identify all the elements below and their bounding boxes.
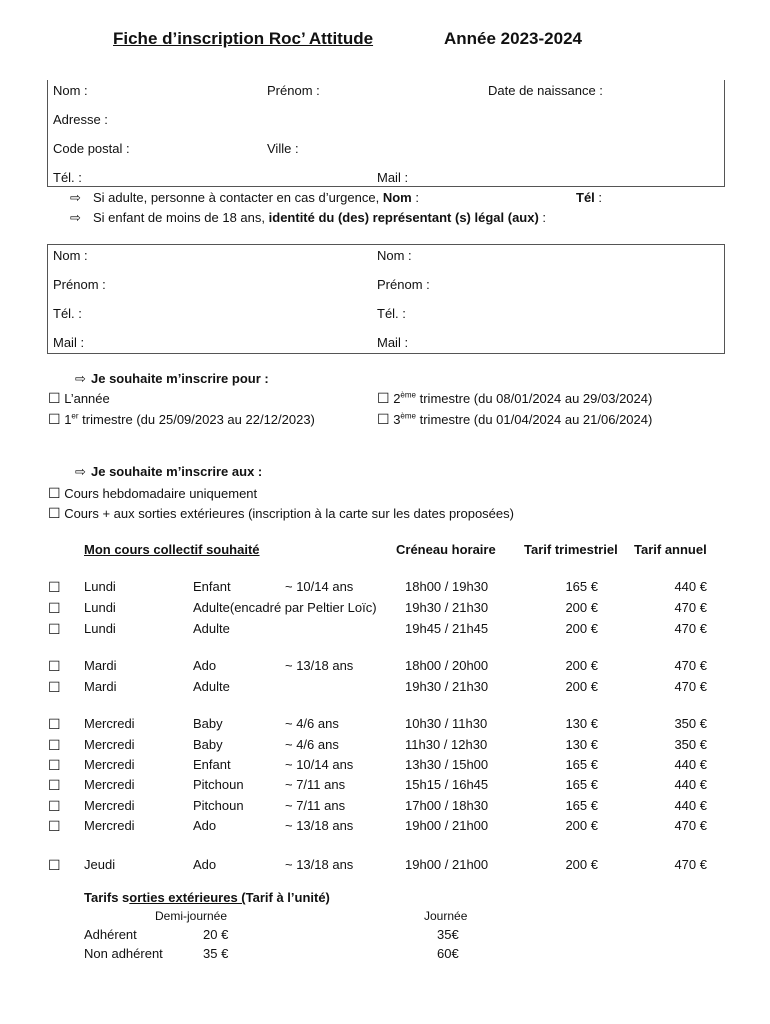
course-group: Enfant	[193, 757, 231, 772]
course-trim-price: 130 €	[565, 716, 598, 731]
course-group: Ado	[193, 857, 217, 872]
guardian-note: Si enfant de moins de 18 ans, identité du (des) représentant (s) légal (aux) :	[93, 210, 547, 225]
course-trim-price: 165 €	[565, 777, 598, 792]
course-checkbox-icon[interactable]: ☐	[48, 658, 61, 674]
course-group: Pitchoun	[193, 777, 244, 792]
course-header: Mon cours collectif souhaité	[84, 542, 260, 557]
course-checkbox-icon[interactable]: ☐	[48, 737, 61, 753]
half-day-header: Demi-journée	[155, 909, 228, 923]
course-day: Lundi	[84, 600, 116, 615]
outing-nonmember-label: Non adhérent	[84, 946, 163, 961]
course-day: Mercredi	[84, 777, 135, 792]
course-checkbox-icon[interactable]: ☐	[48, 757, 61, 773]
course-age: ~ 13/18 ans	[285, 857, 354, 872]
course-annual-price: 440 €	[674, 777, 707, 792]
arrow-icon: ⇨	[70, 190, 81, 205]
course-annual-price: 440 €	[674, 757, 707, 772]
guardian2-prenom[interactable]: Prénom :	[377, 277, 430, 292]
course-annual-price: 470 €	[674, 818, 707, 833]
course-day: Mercredi	[84, 737, 135, 752]
course-slot: 15h15 / 16h45	[405, 777, 489, 792]
course-trim-price: 200 €	[565, 658, 598, 673]
course-checkbox-icon[interactable]: ☐	[48, 818, 61, 834]
course-day: Jeudi	[84, 857, 116, 872]
course-slot: 19h30 / 21h30	[405, 600, 489, 615]
outing-member-label: Adhérent	[84, 927, 137, 942]
arrow-icon: ⇨	[70, 210, 81, 225]
course-checkbox-icon[interactable]: ☐	[48, 579, 61, 595]
course-age: ~ 13/18 ans	[285, 658, 354, 673]
course-annual-price: 470 €	[674, 658, 707, 673]
course-annual-price: 470 €	[674, 621, 707, 636]
course-checkbox-icon[interactable]: ☐	[48, 777, 61, 793]
checkbox-icon[interactable]: ☐	[48, 485, 61, 501]
option-trimester-1[interactable]: ☐ 1er trimestre (du 25/09/2023 au 22/12/2023)	[48, 411, 315, 427]
course-age: ~ 4/6 ans	[285, 716, 339, 731]
course-day: Mercredi	[84, 716, 135, 731]
prenom-field[interactable]: Prénom :	[267, 83, 320, 98]
guardian1-nom[interactable]: Nom :	[53, 248, 88, 263]
course-group: Enfant	[193, 579, 231, 594]
period-heading: Je souhaite m’inscrire pour :	[91, 371, 269, 386]
course-trim-price: 200 €	[565, 621, 598, 636]
course-checkbox-icon[interactable]: ☐	[48, 857, 61, 873]
course-slot: 19h00 / 21h00	[405, 857, 489, 872]
city-field[interactable]: Ville :	[267, 141, 299, 156]
course-annual-price: 440 €	[674, 798, 707, 813]
course-age: ~ 13/18 ans	[285, 818, 354, 833]
postal-code-field[interactable]: Code postal :	[53, 141, 130, 156]
course-group: Adulte	[193, 621, 230, 636]
course-group: Ado	[193, 818, 217, 833]
type-heading: Je souhaite m’inscrire aux :	[91, 464, 263, 479]
course-age: ~ 7/11 ans	[285, 777, 346, 792]
phone-field[interactable]: Tél. :	[53, 170, 82, 185]
outing-member-half: 20 €	[203, 927, 229, 942]
outing-nonmember-half: 35 €	[203, 946, 229, 961]
course-group: Adulte(encadré par Peltier Loïc)	[193, 600, 377, 615]
course-age: ~ 4/6 ans	[285, 737, 339, 752]
outings-title: Tarifs sorties extérieures (Tarif à l’unité)	[84, 890, 330, 905]
course-age: ~ 7/11 ans	[285, 798, 346, 813]
course-group: Pitchoun	[193, 798, 244, 813]
course-group: Ado	[193, 658, 217, 673]
address-field[interactable]: Adresse :	[53, 112, 108, 127]
guardian1-mail[interactable]: Mail :	[53, 335, 85, 350]
course-slot: 17h00 / 18h30	[405, 798, 489, 813]
course-trim-price: 165 €	[565, 757, 598, 772]
school-year: Année 2023-2024	[444, 29, 582, 48]
course-slot: 18h00 / 20h00	[405, 658, 489, 673]
option-weekly-only[interactable]: ☐ Cours hebdomadaire uniquement	[48, 485, 258, 501]
course-day: Lundi	[84, 579, 116, 594]
checkbox-icon[interactable]: ☐	[48, 411, 61, 427]
course-group: Adulte	[193, 679, 230, 694]
guardian2-mail[interactable]: Mail :	[377, 335, 409, 350]
checkbox-icon[interactable]: ☐	[48, 390, 61, 406]
course-trim-price: 130 €	[565, 737, 598, 752]
emergency-contact-note: Si adulte, personne à contacter en cas d’urgence, Nom :	[93, 190, 419, 205]
course-day: Mardi	[84, 679, 117, 694]
checkbox-icon[interactable]: ☐	[377, 390, 390, 406]
course-annual-price: 470 €	[674, 600, 707, 615]
course-checkbox-icon[interactable]: ☐	[48, 600, 61, 616]
course-group: Baby	[193, 716, 223, 731]
course-trim-price: 165 €	[565, 579, 598, 594]
course-annual-price: 470 €	[674, 679, 707, 694]
course-slot: 19h30 / 21h30	[405, 679, 489, 694]
form-title: Fiche d’inscription Roc’ Attitude	[113, 29, 374, 48]
course-trim-price: 200 €	[565, 600, 598, 615]
course-annual-price: 470 €	[674, 857, 707, 872]
option-trimester-3[interactable]: ☐ 3ème trimestre (du 01/04/2024 au 21/06/2024)	[377, 411, 653, 427]
course-slot: 19h00 / 21h00	[405, 818, 489, 833]
slot-header: Créneau horaire	[396, 542, 496, 557]
course-annual-price: 350 €	[674, 716, 707, 731]
guardian1-prenom[interactable]: Prénom :	[53, 277, 106, 292]
checkbox-icon[interactable]: ☐	[377, 411, 390, 427]
course-age: ~ 10/14 ans	[285, 757, 354, 772]
course-annual-price: 350 €	[674, 737, 707, 752]
guardian1-tel[interactable]: Tél. :	[53, 306, 82, 321]
nom-field[interactable]: Nom :	[53, 83, 88, 98]
course-slot: 10h30 / 11h30	[405, 716, 488, 731]
course-checkbox-icon[interactable]: ☐	[48, 621, 61, 637]
course-annual-price: 440 €	[674, 579, 707, 594]
course-trim-price: 165 €	[565, 798, 598, 813]
course-slot: 11h30 / 12h30	[405, 737, 488, 752]
guardian2-tel[interactable]: Tél. :	[377, 306, 406, 321]
option-trimester-2[interactable]: ☐ 2ème trimestre (du 08/01/2024 au 29/03/2024)	[377, 390, 653, 406]
arrow-icon: ⇨	[75, 371, 86, 386]
annual-price-header: Tarif annuel	[634, 542, 707, 557]
option-weekly-and-outings[interactable]: ☐ Cours + aux sorties extérieures (inscription à la carte sur les dates proposées)	[48, 505, 514, 521]
course-day: Mercredi	[84, 757, 135, 772]
course-checkbox-icon[interactable]: ☐	[48, 679, 61, 695]
checkbox-icon[interactable]: ☐	[48, 505, 61, 521]
mail-field[interactable]: Mail :	[377, 170, 409, 185]
arrow-icon: ⇨	[75, 464, 86, 479]
trim-price-header: Tarif trimestriel	[524, 542, 618, 557]
course-slot: 19h45 / 21h45	[405, 621, 489, 636]
course-trim-price: 200 €	[565, 679, 598, 694]
guardian2-nom[interactable]: Nom :	[377, 248, 412, 263]
course-day: Mardi	[84, 658, 117, 673]
birthdate-field[interactable]: Date de naissance :	[488, 83, 603, 98]
course-day: Lundi	[84, 621, 116, 636]
course-slot: 18h00 / 19h30	[405, 579, 489, 594]
outing-nonmember-full: 60€	[437, 946, 459, 961]
course-slot: 13h30 / 15h00	[405, 757, 489, 772]
course-trim-price: 200 €	[565, 857, 598, 872]
course-age: ~ 10/14 ans	[285, 579, 354, 594]
outing-member-full: 35€	[437, 927, 459, 942]
course-group: Baby	[193, 737, 223, 752]
option-year[interactable]: ☐ L’année	[48, 390, 110, 406]
course-checkbox-icon[interactable]: ☐	[48, 716, 61, 732]
full-day-header: Journée	[424, 909, 468, 923]
course-day: Mercredi	[84, 818, 135, 833]
course-checkbox-icon[interactable]: ☐	[48, 798, 61, 814]
emergency-tel-label: Tél :	[576, 190, 603, 205]
course-day: Mercredi	[84, 798, 135, 813]
course-trim-price: 200 €	[565, 818, 598, 833]
